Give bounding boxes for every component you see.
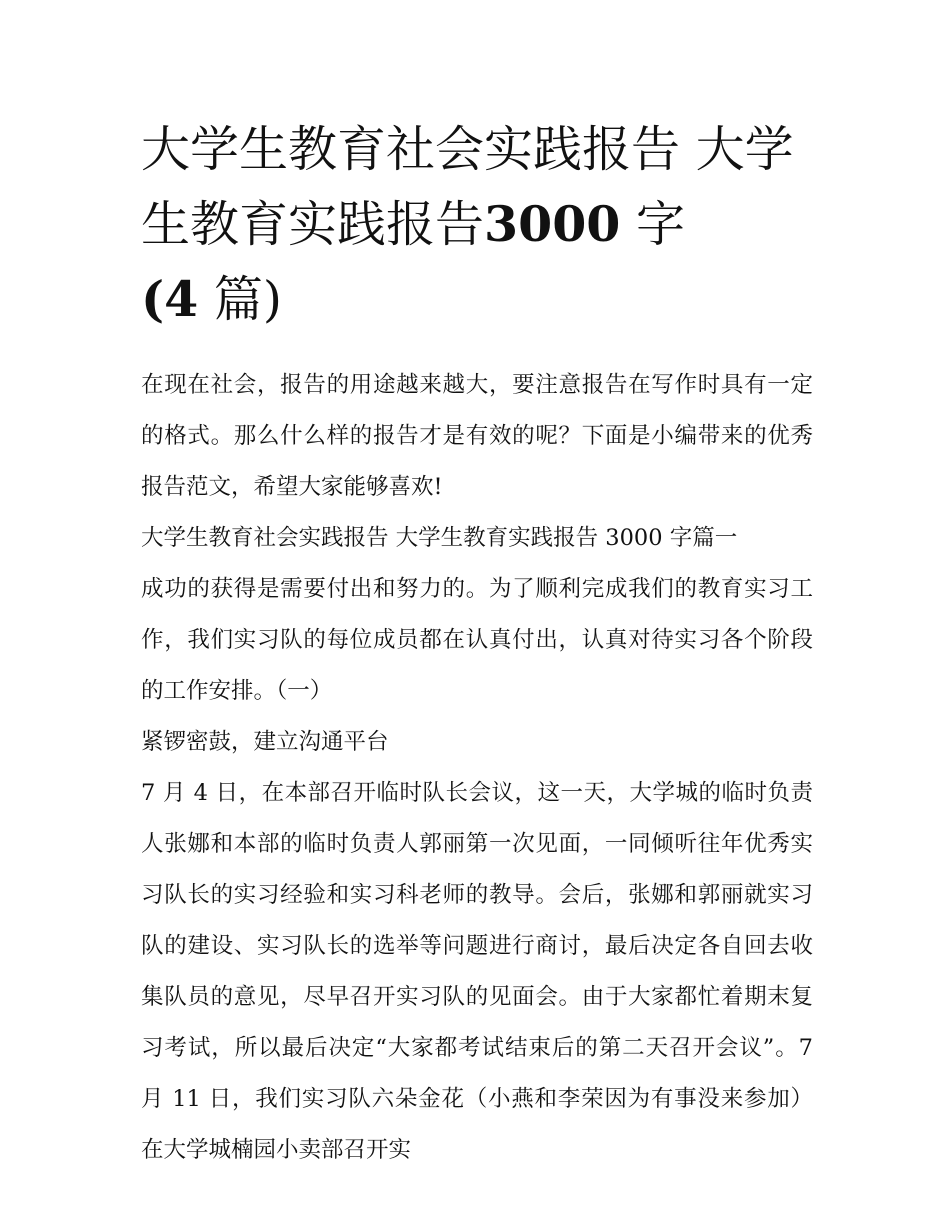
title-line-1: 大学生教育社会实践报告 大学: [141, 121, 794, 178]
intro-paragraph: 在现在社会，报告的用途越来越大，要注意报告在写作时具有一定的格式。那么什么样的报告才是有效的呢？下面是小编带来的优秀报告范文，希望大家能够喜欢!: [141, 372, 813, 500]
section-heading: 大学生教育社会实践报告 大学生教育实践报告 3000 字篇一: [141, 525, 738, 551]
title-line-2-part-c: 字: [635, 196, 685, 253]
title-line-2-count: (4: [141, 270, 199, 328]
body-paragraph: 成功的获得是需要付出和努力的。为了顺利完成我们的教育实习工作，我们实习队的每位成员都在认真付出，认真对待实习各个阶段的工作安排。（一）: [141, 576, 813, 704]
document-page: [141, 112, 813, 1176]
title-line-2-part-e: 篇): [213, 271, 282, 328]
title-line-2-number: 3000: [484, 195, 621, 253]
subsection-heading: 紧锣密鼓，建立沟通平台: [141, 729, 389, 755]
document-body: [141, 360, 813, 1176]
body-paragraph: 7 月 4 日，在本部召开临时队长会议，这一天，大学城的临时负责人张娜和本部的临时负责人郭丽第一次见面，一同倾听往年优秀实习队长的实习经验和实习科老师的教导。会后，张娜和郭丽就实习队的建设、实习队长的选举等问题进行商讨，最后决定各自回去收集队员的意见，尽早召开实习队的见面会。由于大家都忙着期末复习考试，所以最后决定“大家都考试结束后的第二天召开会议”。7 月 11 日，我们实习队六朵金花（小燕和李荣因为有事没来参加）在大学城楠园小卖部召开实: [141, 780, 813, 1163]
document-title: [141, 112, 813, 337]
title-line-2-part-a: 生教育实践报告: [141, 196, 485, 253]
